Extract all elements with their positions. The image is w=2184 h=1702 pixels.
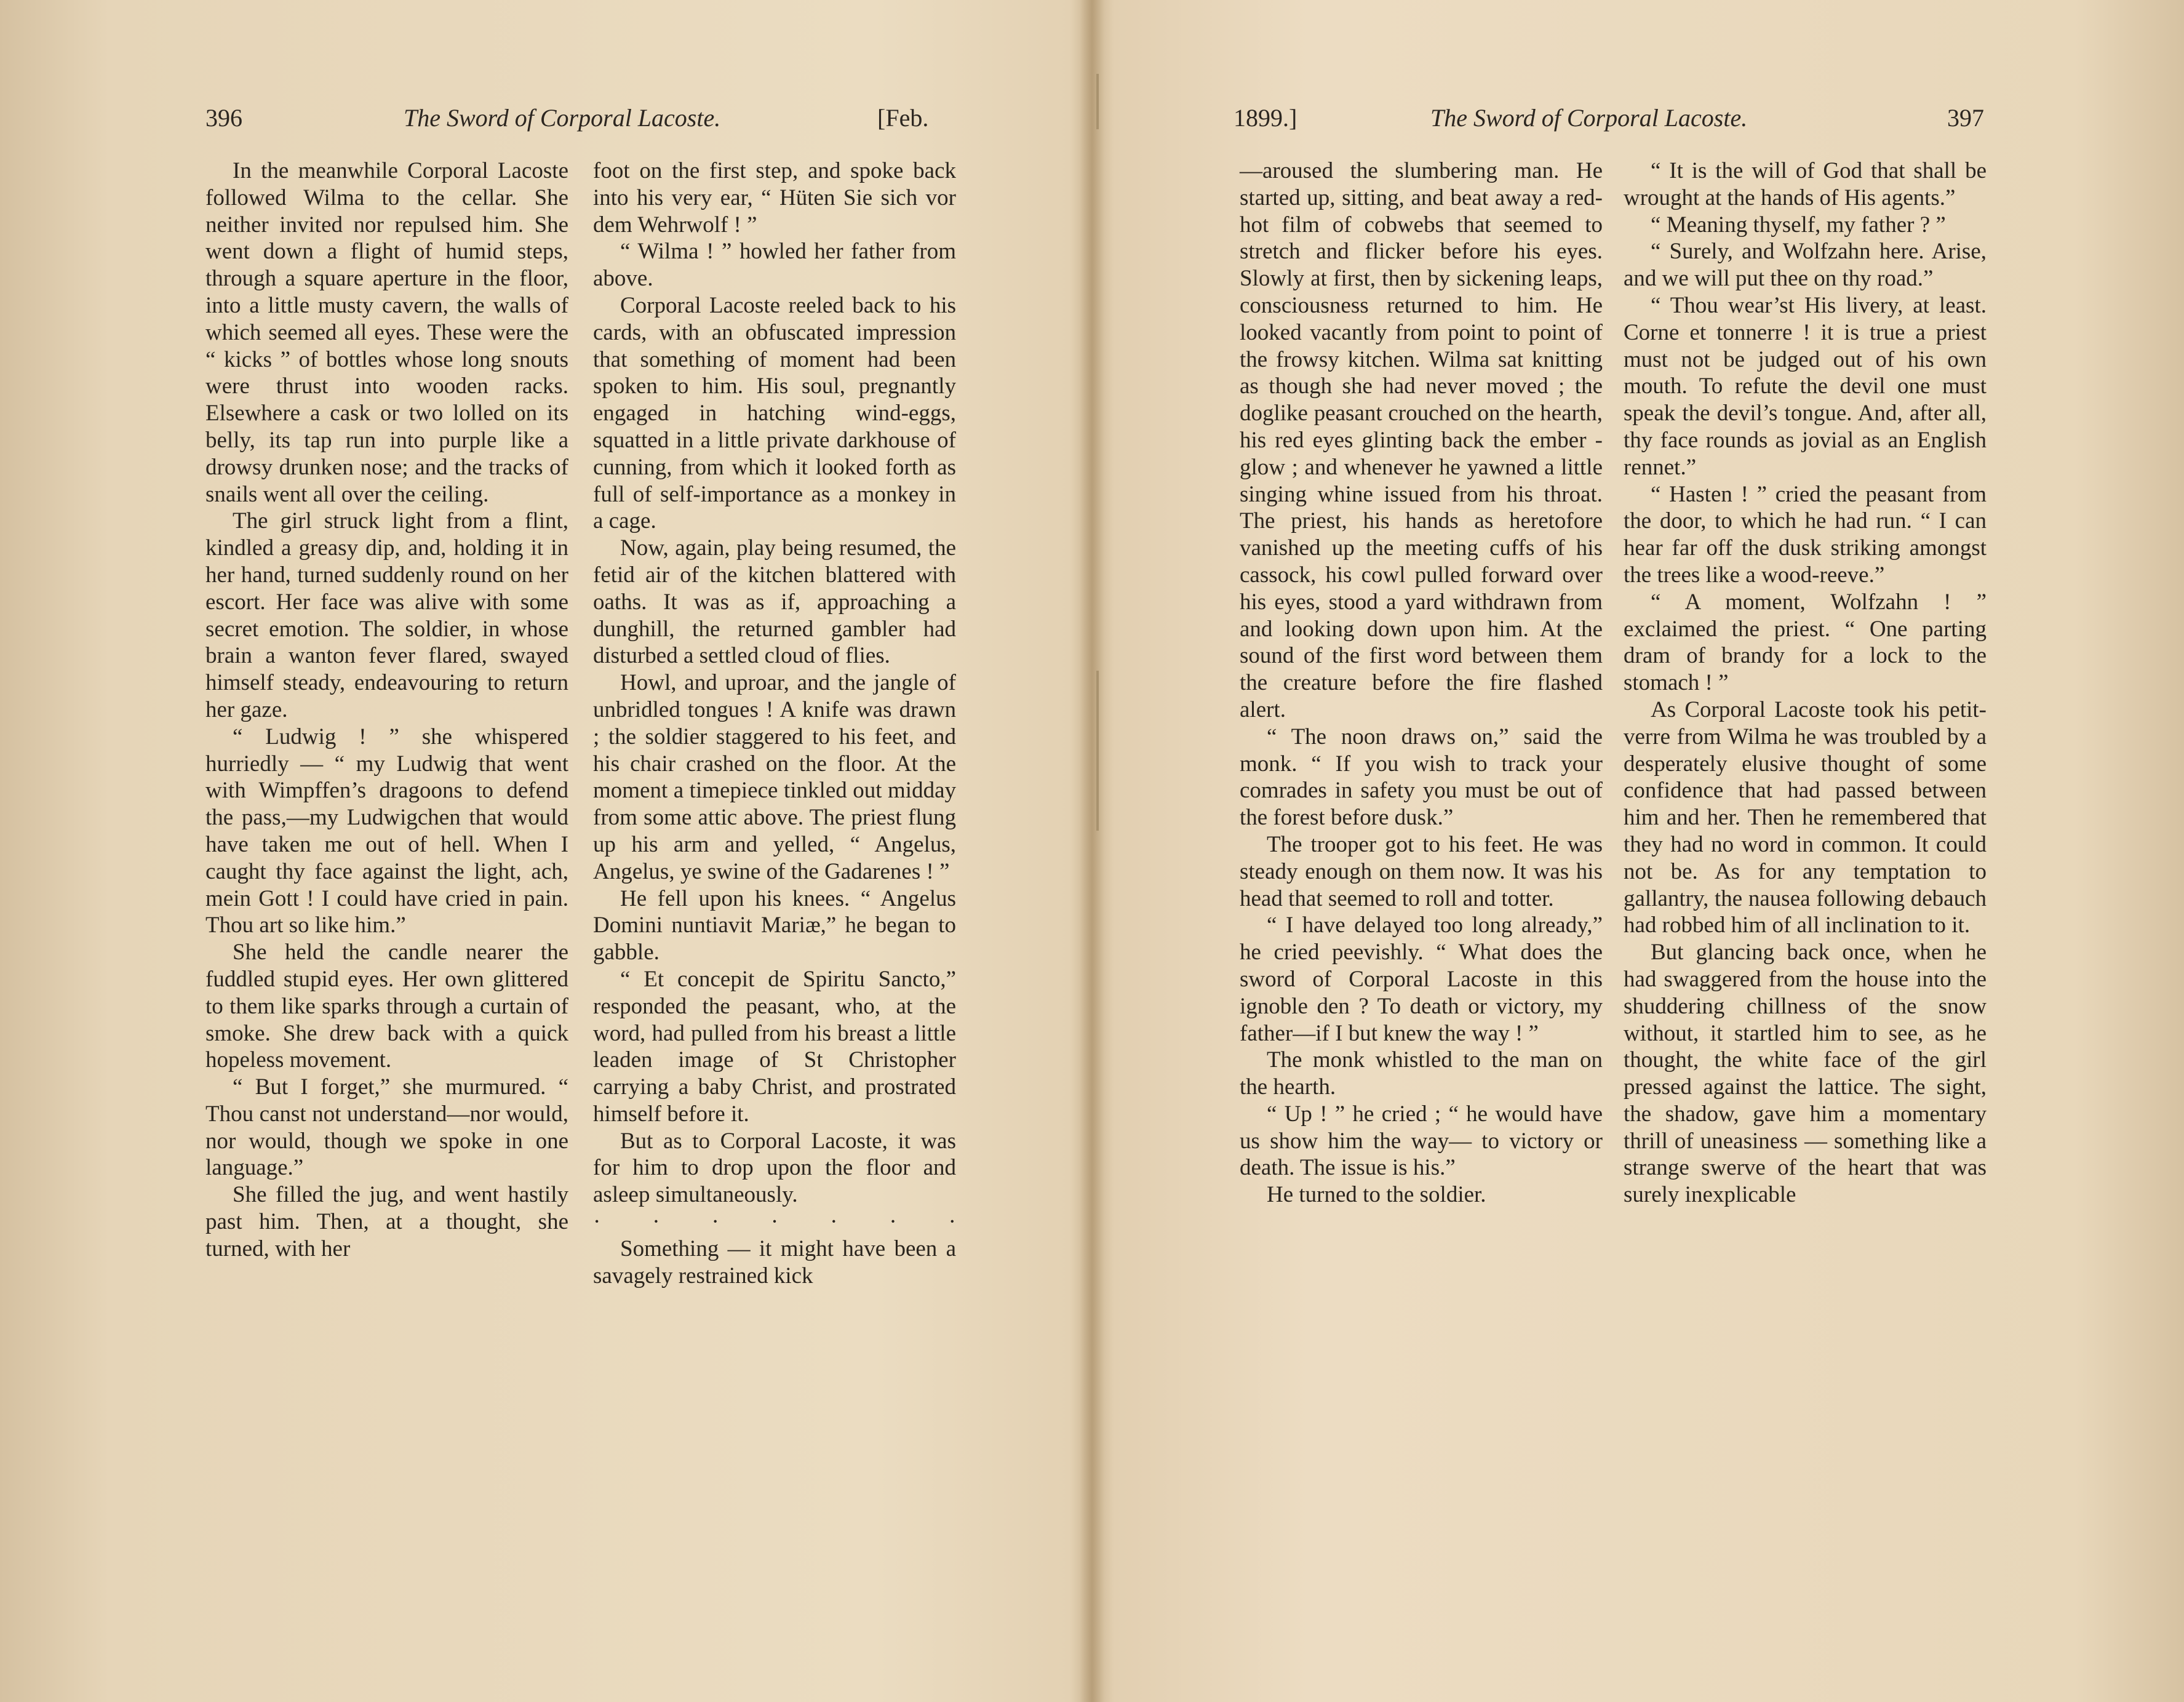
left-column-1: [205, 158, 568, 1263]
paragraph: “ Thou wear’st His livery, at least. Corne et tonnerre ! it is true a priest must not be judged out of his own mouth. To refute the devil one must speak the devil’s tongue. And, after all, thy face rounds as jovial as an English rennet.”: [1624, 292, 1987, 480]
paragraph: “ Wilma ! ” howled her father from above.: [593, 239, 956, 292]
paragraph: Now, again, play being resumed, the fetid air of the kitchen blattered with oaths. It was as if, approaching a dunghill, the returned gambler had disturbed a settled cloud of flies.: [593, 535, 956, 669]
page-number: 397: [1947, 104, 1984, 132]
paragraph: As Corporal Lacoste took his petit-verre from Wilma he was troubled by a desperately elusive thought of some confidence that had passed between him and her. Then he remembered that they had no word in common. It could not be. As for any temptation to gallantry, the nausea following debauch had robbed him of all inclination to it.: [1624, 697, 1987, 938]
paragraph: The girl struck light from a flint, kindled a greasy dip, and, holding it in her hand, turned suddenly round on her escort. Her face was alive with some secret emotion. The soldier, in whose brain a wanton fever flared, swayed himself steady, endeavouring to return her gaze.: [205, 508, 568, 722]
right-column-1: [1240, 158, 1603, 1209]
paragraph: foot on the first step, and spoke back into his very ear, “ Hüten Sie sich vor dem Wehrwolf ! ”: [593, 158, 956, 238]
date-mark: 1899.]: [1233, 104, 1297, 132]
paragraph: “ Meaning thyself, my father ? ”: [1651, 212, 1946, 238]
paragraph: “ Surely, and Wolfzahn here. Arise, and we will put thee on thy road.”: [1624, 239, 1987, 292]
paragraph: But glancing back once, when he had swaggered from the house into the shuddering chillness of the snow without, it startled him to see, as he thought, the white face of the girl pressed against the lattice. The sight, the shadow, gave him a momentary thrill of uneasiness — something like a strange swerve of the heart that was surely inexplicable: [1624, 940, 1987, 1208]
left-running-head: [205, 103, 956, 140]
left-column-2: [593, 158, 956, 1289]
right-page: [1092, 0, 2184, 1702]
paragraph: Corporal Lacoste reeled back to his cards, with an obfuscated impression that something of moment had been spoken to him. His soul, pregnantly engaged in hatching wind-eggs, squatted in a little private darkhouse of cunning, from which it looked forth as full of self-importance as a monkey in a cage.: [593, 292, 956, 534]
paragraph: “ A moment, Wolfzahn ! ” exclaimed the priest. “ One parting dram of brandy for a lock to the stomach ! ”: [1624, 589, 1987, 696]
paragraph: Howl, and uproar, and the jangle of unbridled tongues ! A knife was drawn ; the soldier staggered to his feet, and his chair crashed on the floor. At the moment a timepiece tinkled out midday from some attic above. The priest flung up his arm and yelled, “ Angelus, Angelus, ye swine of the Gadarenes ! ”: [593, 670, 956, 884]
paragraph: “ Et concepit de Spiritu Sancto,” responded the peasant, who, at the word, had pulled from his breast a little leaden image of St Christopher carrying a baby Christ, and prostrated himself before it.: [593, 966, 956, 1127]
paragraph: “ Up ! ” he cried ; “ he would have us show him the way— to victory or death. The issue is his.”: [1240, 1101, 1603, 1181]
paragraph: “ Ludwig ! ” she whispered hurriedly — “ my Ludwig that went with Wimpffen’s dragoons to defend the pass,—my Ludwigchen that would have taken me out of hell. When I caught thy face against the light, ach, mein Gott ! I could have cried in pain. Thou art so like him.”: [205, 724, 568, 938]
right-running-head: [1233, 103, 1996, 140]
page-number: 396: [205, 104, 242, 132]
paragraph: “ Hasten ! ” cried the peasant from the door, to which he had run. “ I can hear far off the dusk striking amongst the trees like a wood-reeve.”: [1624, 481, 1987, 588]
running-title: The Sword of Corporal Lacoste.: [1430, 104, 1748, 132]
paragraph: She held the candle nearer the fuddled stupid eyes. Her own glittered to them like sparks through a curtain of smoke. She drew back with a quick hopeless movement.: [205, 940, 568, 1073]
paragraph: Something — it might have been a savagely restrained kick: [593, 1236, 956, 1288]
paragraph: The trooper got to his feet. He was steady enough on them now. It was his head that seemed to roll and totter.: [1240, 831, 1603, 911]
paragraph: “ But I forget,” she murmured. “ Thou canst not understand—nor would, nor would, though we spoke in one language.”: [205, 1074, 568, 1181]
section-break-dots: · · · · · · ·: [593, 1209, 956, 1235]
running-title: The Sword of Corporal Lacoste.: [404, 104, 721, 132]
paragraph: The monk whistled to the man on the hearth.: [1240, 1047, 1603, 1100]
paragraph: In the meanwhile Corporal Lacoste followed Wilma to the cellar. She neither invited nor repulsed him. She went down a flight of humid steps, through a square aperture in the floor, into a little musty cavern, the walls of which seemed all eyes. These were the “ kicks ” of bottles whose long snouts were thrust into wooden racks. Elsewhere a cask or two lolled on its belly, its tap run into purple like a drowsy drunken nose; and the tracks of snails went all over the ceiling.: [205, 158, 568, 507]
date-mark: [Feb.: [877, 104, 929, 132]
paragraph: “ The noon draws on,” said the monk. “ If you wish to track your comrades in safety you must be out of the forest before dusk.”: [1240, 724, 1603, 831]
paragraph: He fell upon his knees. “ Angelus Domini nuntiavit Mariæ,” he began to gabble.: [593, 885, 956, 965]
paragraph: He turned to the soldier.: [1267, 1182, 1486, 1208]
paragraph: —aroused the slumbering man. He started up, sitting, and beat away a red-hot film of cobwebs that seemed to stretch and flicker before his eyes. Slowly at first, then by sickening leaps, consciousness returned to him. He looked vacantly from point to point of the frowsy kitchen. Wilma sat knitting as though she had never moved ; the doglike peasant crouched on the hearth, his red eyes glinting back the ember - glow ; and whenever he yawned a little singing whine issued from his throat. The priest, his hands as heretofore vanished up the meeting cuffs of his cassock, his cowl pulled forward over his eyes, stood a yard withdrawn from and looking down upon him. At the sound of the first word between them the creature before the fire flashed alert.: [1240, 158, 1603, 722]
paragraph: But as to Corporal Lacoste, it was for him to drop upon the floor and asleep simultaneously.: [593, 1128, 956, 1208]
paragraph: She filled the jug, and went hastily past him. Then, at a thought, she turned, with her: [205, 1182, 568, 1261]
right-column-2: [1624, 158, 1987, 1209]
paragraph: “ I have delayed too long already,” he cried peevishly. “ What does the sword of Corporal Lacoste in this ignoble den ? To death or victory, my father—if I but knew the way ! ”: [1240, 913, 1603, 1046]
paragraph: “ It is the will of God that shall be wrought at the hands of His agents.”: [1624, 158, 1987, 210]
